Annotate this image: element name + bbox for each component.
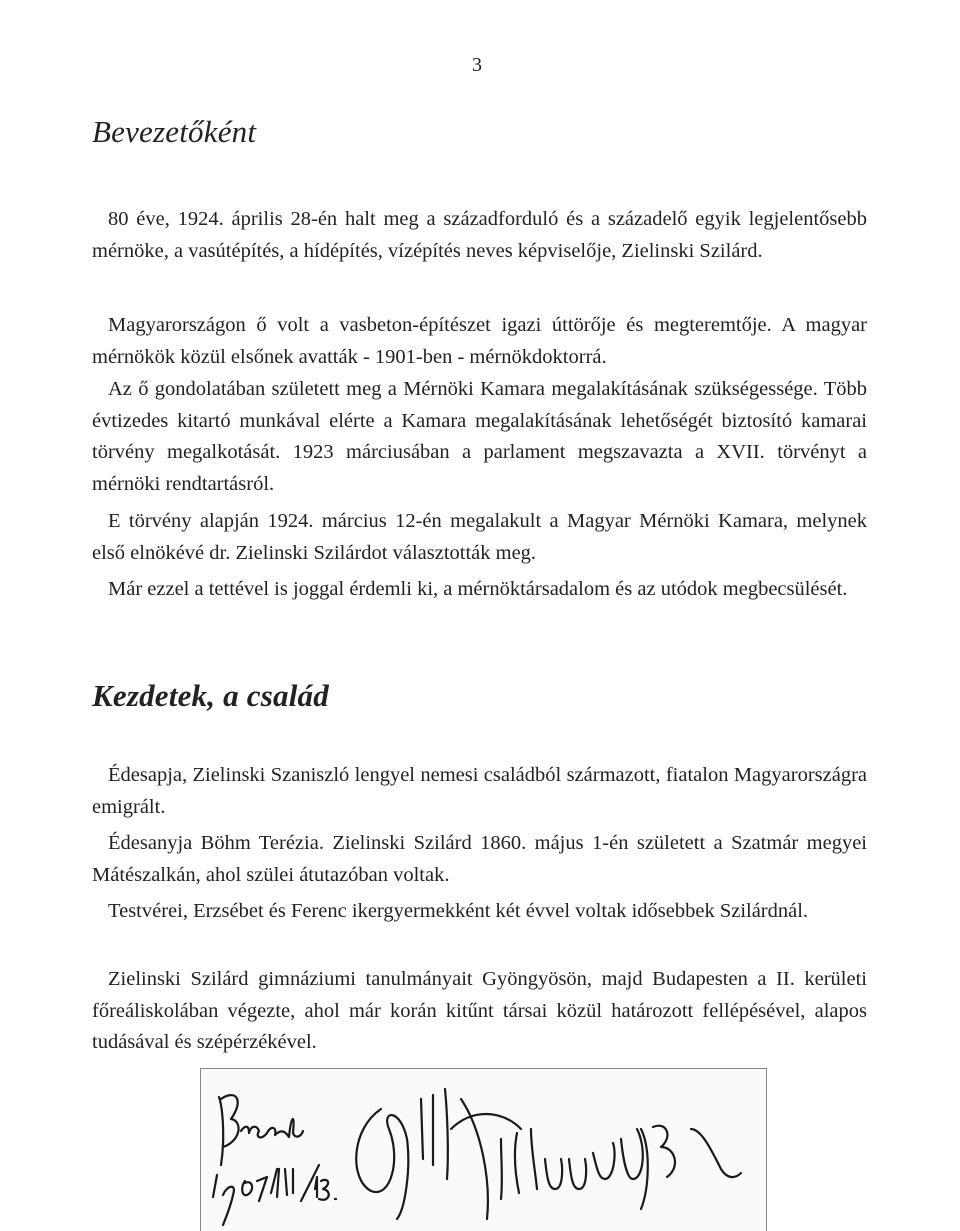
section-heading-intro: Bevezetőként — [92, 114, 257, 149]
signature-image — [200, 1068, 767, 1231]
section-heading-family: Kezdetek, a család — [92, 678, 329, 713]
intro-paragraph-5: Már ezzel a tettével is joggal érdemli ki, a mérnöktársadalom és az utódok megbecsülését. — [108, 578, 848, 600]
intro-paragraph-4: E törvény alapján 1924. március 12-én megalakult a Magyar Mérnöki Kamara, melynek első elnökévé dr. Zielinski Szilárdot választották meg. — [92, 510, 867, 564]
page-number: 3 — [472, 54, 482, 76]
family-paragraph-4: Zielinski Szilárd gimnáziumi tanulmányait Gyöngyösön, majd Budapesten a II. kerületi főreáliskolában végezte, ahol már korán kitűnt társai közül határozott fellépésével, alapos tudásával és szépérzékével. — [92, 968, 867, 1053]
intro-paragraph-3: Az ő gondolatában született meg a Mérnöki Kamara megalakításának szükségessége. Több évtizedes kitartó munkával elérte a Kamara megalakításának lehetőségét biztosító kamarai törvény megalkotását. 1923 márciusában a parlament megszavazta a XVII. törvényt a mérnöki rendtartásról. — [92, 378, 867, 495]
intro-paragraph-2: Magyarországon ő volt a vasbeton-építészet igazi úttörője és megteremtője. A magyar mérnökök közül elsőnek avatták - 1901-ben - mérnökdoktorrá. — [92, 314, 867, 368]
family-paragraph-1: Édesapja, Zielinski Szaniszló lengyel nemesi családból származott, fiatalon Magyarországra emigrált. — [92, 764, 867, 818]
family-paragraph-3: Testvérei, Erzsébet és Ferenc ikergyermekként két évvel voltak idősebbek Szilárdnál. — [108, 900, 809, 922]
handwritten-signature — [201, 1069, 766, 1231]
family-paragraph-2: Édesanyja Böhm Terézia. Zielinski Szilárd 1860. május 1-én született a Szatmár megyei Mátészalkán, ahol szülei átutazóban voltak. — [92, 832, 867, 886]
intro-paragraph-1: 80 éve, 1924. április 28-én halt meg a századforduló és a századelő egyik legjelentősebb mérnöke, a vasútépítés, a hídépítés, vízépítés neves képviselője, Zielinski Szilárd. — [92, 208, 867, 262]
